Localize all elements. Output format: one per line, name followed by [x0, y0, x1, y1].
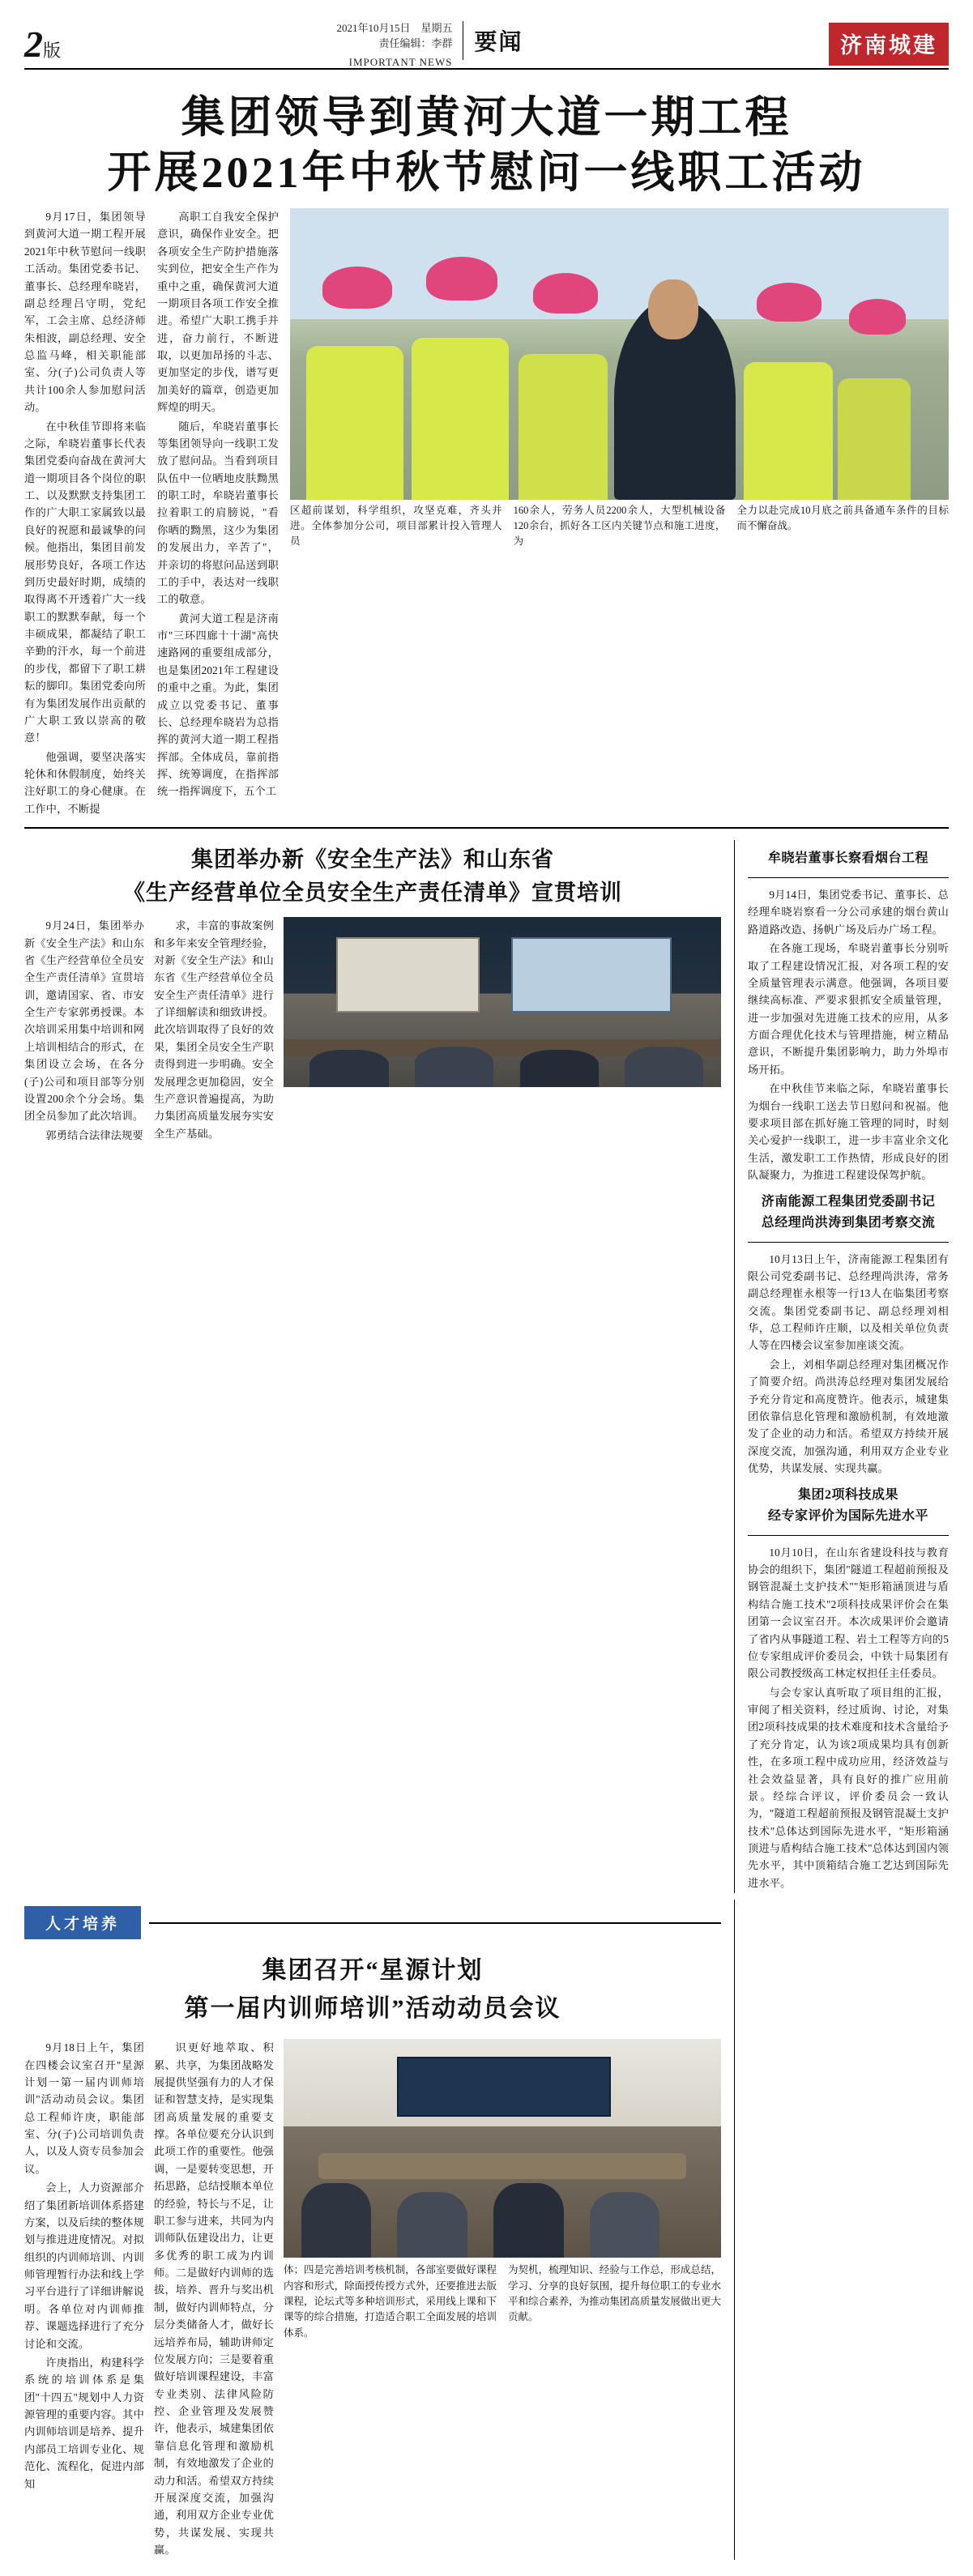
caption-left: 区超前谋划，科学组织，攻坚克难，齐头并进。全体参加分公司，项目部累计投入管理人员 — [290, 505, 502, 547]
middle-article-body — [24, 917, 721, 1145]
bottom-left-article — [24, 1900, 721, 2560]
masthead-center — [113, 15, 746, 70]
masthead-weekday: 星期五 — [420, 22, 453, 34]
middle-article-column-1 — [24, 917, 144, 1145]
paragraph: 会上，刘相华副总经理对集团概况作了简要介绍。尚洪涛总经理对集团发展给予充分肯定和高度赞许。他表示，城建集团依靠信息化管理和激励机制，有效地激发了企业的动力和活。希望双方持续开展深度交流，加强沟通，利用双方企业专业优势，共谋发展、实现共赢。 — [748, 1358, 949, 1475]
story-2-title — [748, 1192, 949, 1233]
masthead — [24, 15, 949, 66]
paragraph: 黄河大道工程是济南市"三环四廊十十湖"高快速路网的重要组成部分，也是集团2021年工程建设的重中之重。为此，集团成立以党委书记、董事长、总经理牟晓岩为总指挥的黄河大道一期工程指挥部。全体成员，靠前指挥、统筹调度，在指挥部统一指挥调度下，五个工 — [157, 612, 279, 798]
paragraph: 高职工自我安全保护意识，确保作业安全。把各项安全生产防护措施落实到位，把安全生产作为重中之重，确保黄河大道一期项目各项工作安全推进。希望广大职工携手并进，奋力前行，不断进取，以更加昂扬的斗志、更加坚定的步伐，谱写更加美好的篇章，创造更加辉煌的明天。 — [157, 211, 279, 414]
headline-line-2: 开展2021年中秋节慰问一线职工活动 — [107, 147, 866, 197]
top-article-column-1 — [24, 208, 146, 819]
paragraph: 随后，牟晓岩董事长等集团领导向一线职工发放了慰问品。当看到项目队伍中一位晒地皮肤黝黑的职工时，牟晓岩董事长拉着职工的肩膀说，"看你晒的黝黑，这少为集团的发展出力，辛苦了"，并亲切的将慰问品送到职工的手中，表达对一线职工的敬意。 — [157, 420, 279, 606]
middle-article-photo-area — [284, 917, 721, 1145]
page-number-value: 2 — [24, 23, 43, 65]
bottom-article-column-4: 为契机，梳理知识、经验与工作总，形成总结，学习、分享的良好氛围，提升每位职工的专业水平和综合素养，为推动集团高质量发展做出更大贡献。 — [508, 2264, 721, 2323]
middle-headline-line-1: 集团举办新《安全生产法》和山东省 — [191, 847, 554, 872]
headline-line-1: 集团领导到黄河大道一期工程 — [181, 93, 792, 142]
paragraph: 9月17日，集团领导到黄河大道一期工程开展2021年中秋节慰问一线职工活动。集团党委书记、董事长、总经理牟晓岩，副总经理吕守明，党纪军，工会主席、总经济师朱相波，副总经理、安全总监马峰，相关职能部室、分(子)公司负责人等共计100余人参加慰问活动。 — [24, 211, 146, 414]
bottom-article-column-2 — [154, 2039, 274, 2560]
story-3-rule — [748, 1535, 949, 1536]
bottom-article-column-3: 体；四是完善培训考核机制，各部室要做好课程内容和形式，除面授传授方式外，还要推进去版课程，论坛式等多种培训形式，采用线上课和下课等的综合措施，打造适合职工全面发展的培训体系。 — [284, 2264, 497, 2339]
paragraph: 在中秋佳节即将来临之际，牟晓岩董事长代表集团党委向奋战在黄河大道一期项目各个岗位的职工、以及默默支持集团工作的广大职工家属致以最良好的祝愿和最诚挚的问候。他指出，集团目前发展形势良好，各项工作达到历史最好时期，成绩的取得离不开透着广大一线职工的默默奉献，每一个丰硕成果，都凝结了职工辛勤的汗水，每一个前进的步伐，都留下了职工耕耘的脚印。集团党委向所有为集团发展作出贡献的广大职工致以崇高的敬意！ — [24, 420, 146, 744]
bottom-vertical-rule — [734, 1900, 735, 2560]
paragraph: 郭勇结合法律法规要 — [45, 1128, 143, 1141]
paragraph: 求，丰富的事故案例和多年来安全管理经验，对新《安全生产法》和山东省《生产经营单位全员安全生产责任清单》进行了详细解读和细致讲授。此次培训取得了良好的效果，集团全员安全生产职责得到进一步明确。安全发展理念更加稳固，安全生产意识普遍提高，为助力集团高质量发展夯实安全生产基础。 — [154, 919, 274, 1140]
paragraph: 与会专家认真听取了项目组的汇报，审阅了相关资料，经过质询、讨论，对集团2项科技成果的技术难度和技术含量给予了充分肯定，认为该2项成果均具有创新性，在多项工程中成功应用，经济效益与社会效益显著，具有良好的推广应用前景。经综合评议，评价委员会一致认为，"隧道工程超前预报及钢管混凝土支护技术"总体达到国际先进水平，"矩形箱涵顶进与盾构结合施工技术"总体达到国内领先水平，其中顶箱结合施工艺达到国际先进水平。 — [748, 1686, 949, 1889]
story-3-title-line-2: 经专家评价为国际先进水平 — [767, 1509, 928, 1524]
section-tag: 人才培养 — [24, 1906, 141, 1939]
middle-right-column — [748, 840, 949, 1893]
paragraph: 在中秋佳节来临之际，牟晓岩董事长为烟台一线职工送去节日慰问和祝福。他要求项目部在抓好施工管理的同时，时刻关心爱护一线职工，进一步丰富业余文化生活，激发职工工作热情，形成良好的团队凝聚力，为推进工程建设保驾护航。 — [748, 1082, 949, 1182]
photo-leaders-visit-site — [290, 208, 949, 500]
caption-middle: 160余人，劳务人员2200余人，大型机械设备120余台，抓好各工区内关键节点和施工进度，为 — [513, 505, 726, 547]
paragraph: 会上，人力资源部介绍了集团新培训体系搭建方案，以及后续的整体规划与推进进度情况。对拟组织的内训师培训、内训师管理暂行办法和线上学习平台进行了详细讲解说明。各单位对内训师推荐、课题选择进行了充分讨论和交流。 — [24, 2181, 144, 2350]
brand-logo: 济南城建 — [829, 23, 949, 66]
story-3-title-line-1: 集团2项科技成果 — [797, 1488, 898, 1503]
bottom-section — [24, 1900, 949, 2560]
paragraph: 识更好地萃取、积累、共享，为集团战略发展提供坚强有力的人才保证和智慧支持，是实现集团高质量发展的重要支撑。各单位要充分认识到此项工作的重要性。他强调，一是要转变思想，开拓思路，总结授顺本单位的经验，特长与不足，让职工参与进来，共同为内训师队伍建设出力，让更多优秀的职工成为内训师。二是做好内训师的选拔，培养、晋升与奖出机制，做好内训师特点，分层分类储备人才，做好长远培养布局，辅助讲师定位发展方向；三是要着重做好培训课程建设，丰富专业类别、法律风险防控、企业管理及发展赞许，他表示，城建集团依靠信息化管理和激励机制，有效地激发了企业的动力和活。希望双方持续开展深度交流，加强沟通，利用双方企业专业优势，共谋发展、实现共赢。 — [154, 2041, 274, 2557]
bottom-article-photo-area — [284, 2039, 721, 2560]
top-article-caption-row — [290, 500, 949, 548]
bottom-headline-line-1: 集团召开“星源计划 — [262, 1957, 484, 1985]
photo-training-mobilization-meeting — [284, 2039, 721, 2258]
middle-article-column-2 — [154, 917, 274, 1145]
masthead-date: 2021年10月15日 — [336, 22, 411, 34]
bottom-article-body — [24, 2039, 721, 2560]
page-number-label: 版 — [43, 41, 62, 61]
paragraph: 在各施工现场，牟晓岩董事长分别听取了工程建设情况汇报，对各项工程的安全质量管理表示满意。他强调，各项目要继续高标准、严要求狠抓安全质量管理，进一步加强对先进施工技术的应用，从多方面合理优化技术与管理措施，树立精品意识，不断提升集团影响力，助力外埠市场开拓。 — [748, 942, 949, 1076]
story-1-title: 牟晓岩董事长察看烟台工程 — [767, 851, 928, 866]
masthead-date-line — [336, 21, 452, 36]
section-tag-rule — [149, 1922, 721, 1924]
section-divider-1 — [24, 827, 949, 829]
story-2-title-line-2: 总经理尚洪涛到集团考察交流 — [761, 1216, 936, 1230]
top-article-column-2 — [157, 208, 279, 819]
caption-right: 全力以赴完成10月底之前具备通车条件的目标而不懈奋战。 — [736, 505, 950, 531]
paragraph: 9月14日，集团党委书记、董事长、总经理牟晓岩察看一分公司承建的烟台黄山路道路改造、扬帆广场及后办广场工程。 — [748, 889, 949, 936]
middle-headline-line-2: 《生产经营单位全员安全生产责任清单》宣贯培训 — [123, 880, 622, 905]
page-number — [24, 15, 113, 63]
photo-safety-training — [284, 917, 721, 1087]
paragraph: 9月18日上午，集团在四楼会议室召开"星源计划一第一届内训师培训"活动动员会议。集团总工程师许庚，职能部室、分(子)公司培训负责人，以及人资专员参加会议。 — [24, 2041, 144, 2175]
masthead-section-en: IMPORTANT NEWS — [348, 55, 453, 68]
masthead-brand-area — [746, 15, 949, 66]
paragraph: 许庚指出，构建科学系统的培训体系是集团"十四五"规划中人力资源管理的重要内容。其中内训师培训是培养、提升内部员工培训专业化、规范化、流程化，促进内部知 — [24, 2356, 144, 2490]
masthead-info — [336, 15, 462, 70]
bottom-headline — [24, 1952, 721, 2028]
middle-left-article — [24, 840, 721, 1893]
top-article-photo-area — [290, 208, 949, 819]
bottom-right-column — [748, 1900, 949, 2560]
bottom-headline-line-2: 第一届内训师培训”活动动员会议 — [184, 1994, 561, 2022]
paragraph: 10月13日上午，济南能源工程集团有限公司党委副书记、总经理尚洪涛，常务副总经理崔永根等一行13人在临集团考察交流。集团党委副书记、副总经理刘相华，总工程师许庄顺，以及相关单位负责人等在四楼会议室参加座谈交流。 — [748, 1252, 949, 1352]
middle-section — [24, 840, 949, 1893]
middle-vertical-rule — [734, 840, 735, 1893]
section-tag-row — [24, 1906, 721, 1939]
middle-headline — [24, 843, 721, 909]
page-title — [24, 91, 949, 200]
story-1-rule — [748, 877, 949, 878]
top-article — [24, 208, 949, 819]
paragraph: 他强调，要坚决落实轮休和休假制度，始终关注好职工的身心健康。在工作中，不断提 — [24, 750, 146, 815]
masthead-editor: 责任编辑：李群 — [378, 36, 453, 49]
paragraph: 10月10日，在山东省建设科技与教育协会的组织下，集团"隧道工程超前预报及钢管混凝土支护技术""矩形箱涵顶进与盾构结合施工技术"2项科技成果评价会在集团第一会议室召开。本次成果评价会邀请了省内从事隧道工程、岩土工程等方向的5位专家组成评价委员会，中铁十局集团有限公司教授级高工林定权担任主任委员。 — [748, 1546, 949, 1680]
story-3-title — [748, 1485, 949, 1526]
masthead-section-cn: 要闻 — [474, 30, 523, 55]
story-2-rule — [748, 1242, 949, 1243]
bottom-article-lower-columns — [284, 2263, 721, 2341]
story-2-title-line-1: 济南能源工程集团党委副书记 — [761, 1195, 936, 1209]
bottom-article-column-1 — [24, 2039, 144, 2560]
paragraph: 9月24日，集团举办新《安全生产法》和山东省《生产经营单位全员安全生产责任清单》宣贯培训，邀请国家、省、市安全生产专家郭勇授课。本次培训采用集中培训和网上培训相结合的形式，在集团设立会场，在各分(子)公司和项目部等分别设置200余个分会场。集团全员参加了此次培训。 — [24, 919, 144, 1123]
